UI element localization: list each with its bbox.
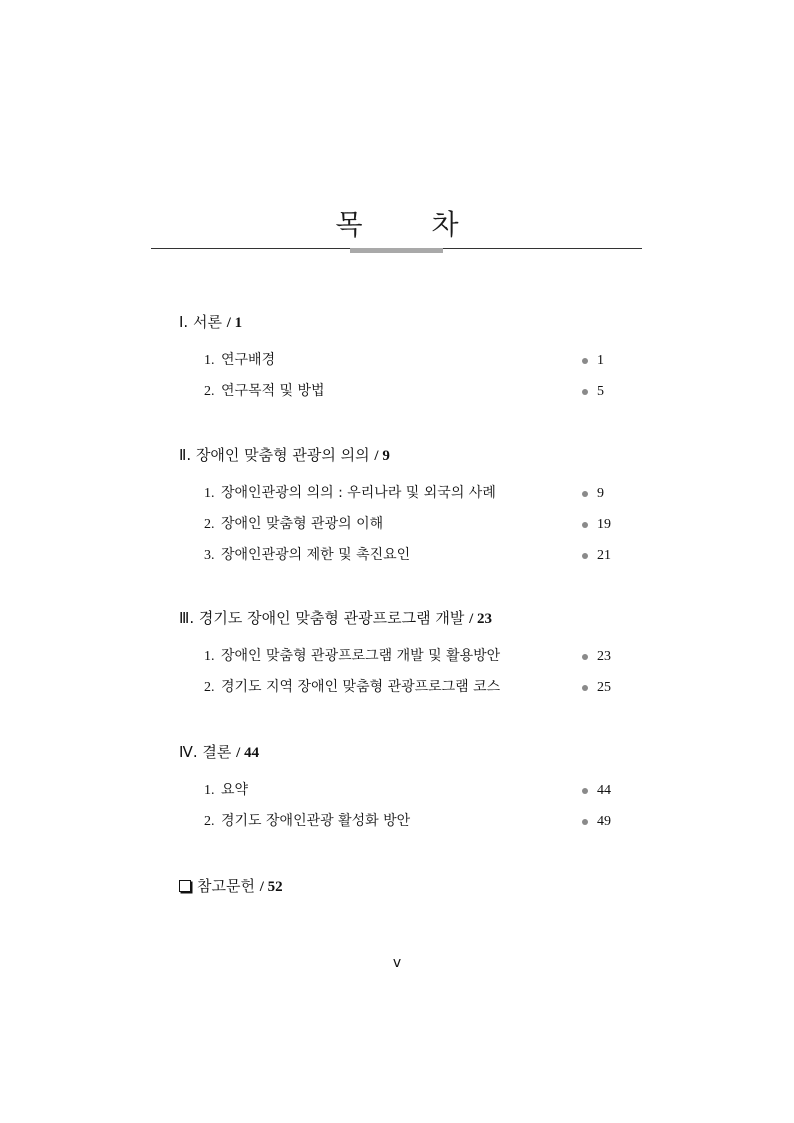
- toc-item[interactable]: [179, 509, 619, 540]
- toc-item[interactable]: [179, 540, 619, 571]
- toc-item[interactable]: [179, 641, 619, 672]
- toc-section-2: [179, 444, 619, 571]
- bullet-dot-icon: [582, 553, 588, 559]
- page-number: v: [392, 955, 402, 971]
- toc-section-4: [179, 741, 619, 837]
- item-label: 요약: [221, 782, 249, 798]
- item-page: 19: [597, 517, 611, 532]
- item-number: 3.: [204, 548, 215, 563]
- toc-section-heading[interactable]: [179, 875, 619, 897]
- toc-item[interactable]: [179, 672, 619, 703]
- toc-section-heading[interactable]: [179, 607, 619, 629]
- item-page: 21: [597, 548, 611, 563]
- item-label: 경기도 장애인관광 활성화 방안: [221, 813, 411, 829]
- bullet-dot-icon: [582, 685, 588, 691]
- section-title: 결론: [202, 743, 232, 761]
- section-page: / 52: [259, 879, 283, 895]
- item-label: 장애인 맞춤형 관광의 이해: [221, 516, 384, 532]
- section-page: / 44: [236, 745, 260, 761]
- item-number: 1.: [204, 353, 215, 368]
- section-numeral: Ⅱ.: [179, 446, 192, 464]
- bullet-dot-icon: [582, 522, 588, 528]
- section-title: 장애인 맞춤형 관광의 의의: [195, 446, 370, 464]
- section-page: / 23: [469, 611, 493, 627]
- toc-item[interactable]: [179, 775, 619, 806]
- item-label: 연구배경: [221, 352, 276, 368]
- bullet-dot-icon: [582, 358, 588, 364]
- item-number: 2.: [204, 680, 215, 695]
- item-number: 1.: [204, 486, 215, 501]
- item-page: 9: [597, 486, 604, 501]
- bullet-dot-icon: [582, 491, 588, 497]
- item-page: 23: [597, 649, 611, 664]
- item-label: 장애인관광의 의의 : 우리나라 및 외국의 사례: [221, 485, 496, 501]
- section-title: 참고문헌: [197, 877, 255, 895]
- toc-section-1: [179, 311, 619, 407]
- section-numeral: Ⅳ.: [179, 743, 198, 761]
- item-number: 1.: [204, 783, 215, 798]
- item-label: 연구목적 및 방법: [221, 383, 325, 399]
- toc-section-heading[interactable]: [179, 444, 619, 466]
- item-number: 2.: [204, 517, 215, 532]
- toc-item[interactable]: [179, 345, 619, 376]
- item-number: 2.: [204, 384, 215, 399]
- item-page: 49: [597, 814, 611, 829]
- section-numeral: Ⅰ.: [179, 313, 189, 331]
- page-title: 목 차: [335, 208, 489, 241]
- toc-item[interactable]: [179, 478, 619, 509]
- toc-section-heading[interactable]: [179, 311, 619, 333]
- item-label: 장애인관광의 제한 및 촉진요인: [221, 547, 411, 563]
- toc-item[interactable]: [179, 376, 619, 407]
- section-page: / 1: [226, 315, 243, 331]
- toc-section-3: [179, 607, 619, 703]
- toc-section-heading[interactable]: [179, 741, 619, 763]
- item-page: 5: [597, 384, 604, 399]
- bullet-dot-icon: [582, 819, 588, 825]
- toc-references: [179, 875, 619, 897]
- item-number: 2.: [204, 814, 215, 829]
- item-number: 1.: [204, 649, 215, 664]
- section-title: 경기도 장애인 맞춤형 관광프로그램 개발: [198, 609, 465, 627]
- section-numeral: Ⅲ.: [179, 609, 195, 627]
- item-page: 25: [597, 680, 611, 695]
- item-label: 경기도 지역 장애인 맞춤형 관광프로그램 코스: [221, 679, 501, 695]
- item-label: 장애인 맞춤형 관광프로그램 개발 및 활용방안: [221, 648, 501, 664]
- section-page: / 9: [374, 448, 390, 464]
- item-page: 44: [597, 783, 611, 798]
- title-underline-accent: [350, 248, 443, 253]
- toc-item[interactable]: [179, 806, 619, 837]
- bullet-dot-icon: [582, 654, 588, 660]
- bullet-dot-icon: [582, 788, 588, 794]
- item-page: 1: [597, 353, 604, 368]
- section-title: 서론: [192, 313, 222, 331]
- bullet-dot-icon: [582, 389, 588, 395]
- checkbox-icon: [179, 880, 191, 892]
